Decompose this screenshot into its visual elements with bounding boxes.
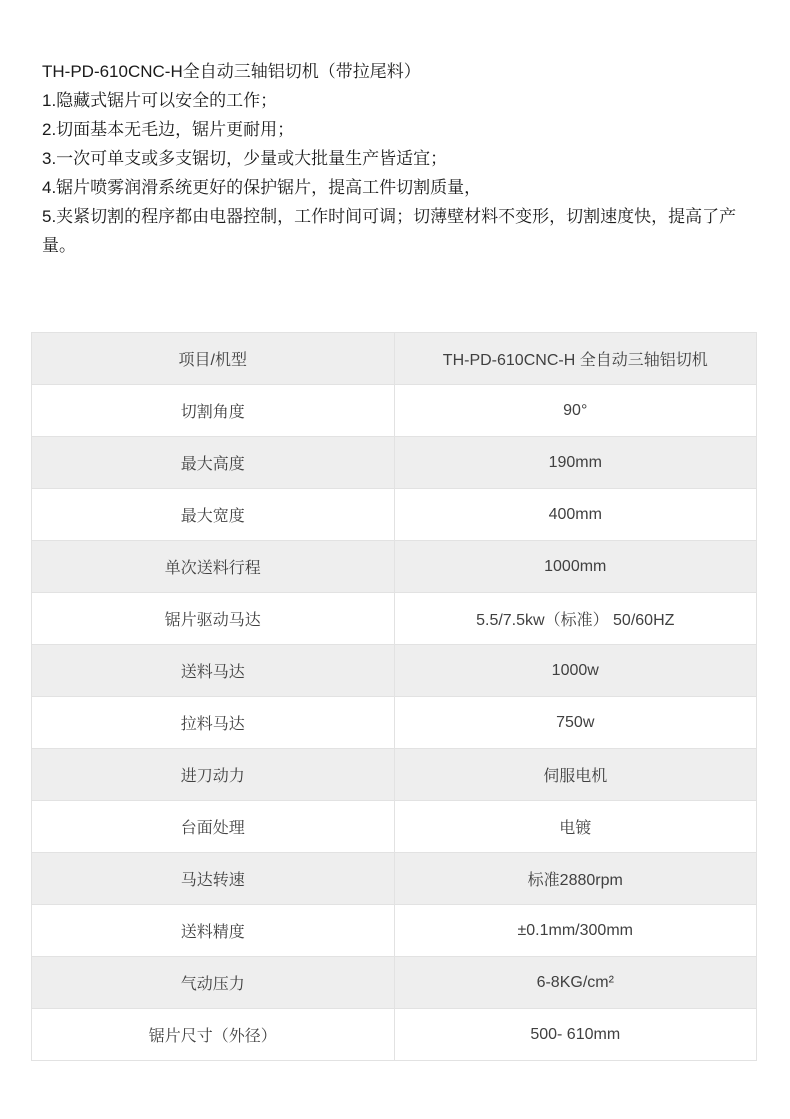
table-row: [32, 905, 757, 957]
spec-value-cell: 6-8KG/cm²: [394, 957, 757, 1009]
table-row: [32, 593, 757, 645]
spec-param-cell: 送料精度: [32, 905, 395, 957]
table-row: [32, 801, 757, 853]
table-row: [32, 645, 757, 697]
feature-item: 5.夹紧切割的程序都由电器控制，工作时间可调；切薄壁材料不变形，切割速度快，提高了产量。: [42, 207, 737, 255]
spec-value-cell: 90°: [394, 385, 757, 437]
spec-param-cell: 进刀动力: [32, 749, 395, 801]
table-row: [32, 541, 757, 593]
feature-item: 4.锯片喷雾润滑系统更好的保护锯片，提高工件切割质量，: [42, 178, 482, 197]
spec-param-cell: 切割角度: [32, 385, 395, 437]
spec-param-cell: 锯片驱动马达: [32, 593, 395, 645]
spec-param-cell: 台面处理: [32, 801, 395, 853]
table-row: [32, 385, 757, 437]
spec-value-cell: 500- 610mm: [394, 1009, 757, 1061]
table-row: [32, 957, 757, 1009]
spec-value-cell: 750w: [394, 697, 757, 749]
spec-param-cell: 最大宽度: [32, 489, 395, 541]
spec-value-cell: 标准2880rpm: [394, 853, 757, 905]
spec-param-cell: 锯片尺寸（外径）: [32, 1009, 395, 1061]
table-row: [32, 489, 757, 541]
table-row: [32, 437, 757, 489]
table-row: [32, 749, 757, 801]
spec-param-cell: 送料马达: [32, 645, 395, 697]
spec-param-cell: 单次送料行程: [32, 541, 395, 593]
spec-table: [31, 332, 757, 1061]
spec-value-cell: 5.5/7.5kw（标准） 50/60HZ: [394, 593, 757, 645]
spec-param-cell: 拉料马达: [32, 697, 395, 749]
page-title: TH-PD-610CNC-H全自动三轴铝切机（带拉尾料）: [42, 62, 421, 81]
spec-header-param: 项目/机型: [32, 333, 395, 385]
spec-value-cell: ±0.1mm/300mm: [394, 905, 757, 957]
spec-value-cell: 伺服电机: [394, 749, 757, 801]
feature-item: 3.一次可单支或多支锯切，少量或大批量生产皆适宜；: [42, 149, 448, 168]
table-row: [32, 853, 757, 905]
spec-header-row: [32, 333, 757, 385]
product-description: [0, 0, 790, 332]
spec-value-cell: 1000w: [394, 645, 757, 697]
feature-item: 2.切面基本无毛边，锯片更耐用；: [42, 120, 295, 139]
spec-header-value: TH-PD-610CNC-H 全自动三轴铝切机: [394, 333, 757, 385]
spec-param-cell: 马达转速: [32, 853, 395, 905]
table-row: [32, 1009, 757, 1061]
spec-value-cell: 1000mm: [394, 541, 757, 593]
spec-value-cell: 190mm: [394, 437, 757, 489]
spec-param-cell: 气动压力: [32, 957, 395, 1009]
table-row: [32, 697, 757, 749]
feature-item: 1.隐藏式锯片可以安全的工作；: [42, 91, 278, 110]
spec-value-cell: 电镀: [394, 801, 757, 853]
spec-value-cell: 400mm: [394, 489, 757, 541]
spec-param-cell: 最大高度: [32, 437, 395, 489]
